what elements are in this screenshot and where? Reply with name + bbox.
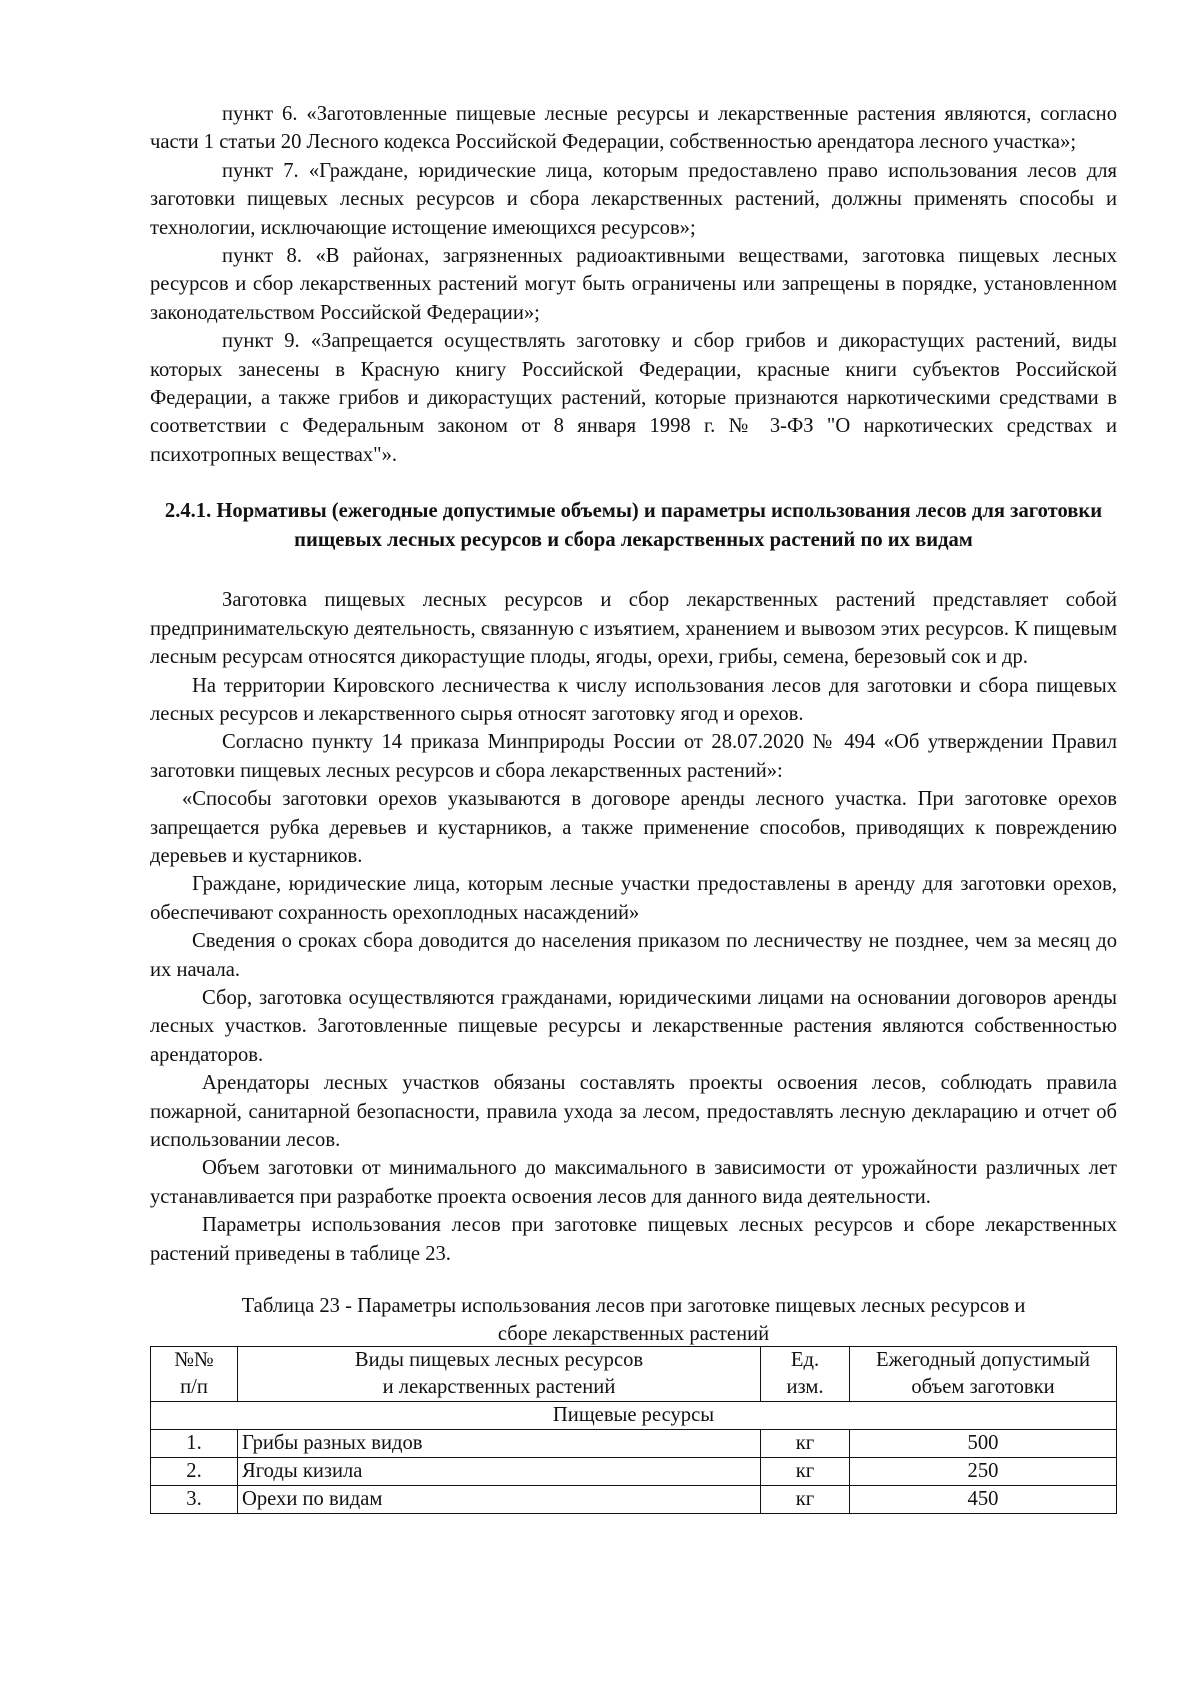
row-number: 3. xyxy=(151,1486,238,1514)
table-header-row xyxy=(151,1347,1117,1402)
row-volume: 250 xyxy=(850,1458,1117,1486)
table-row xyxy=(151,1486,1117,1514)
row-unit: кг xyxy=(761,1458,850,1486)
header-number: №№ п/п xyxy=(151,1347,238,1402)
paragraph-item-8: пункт 8. «В районах, загрязненных радиоактивными веществами, заготовка пищевых лесных ресурсов и сбор лекарственных растений могут быть ограничены или запрещены в порядке, установленном законодательством Российской Федерации»; xyxy=(150,245,1117,324)
header-unit: Ед. изм. xyxy=(761,1347,850,1402)
body-paragraph: Параметры использования лесов при заготовке пищевых лесных ресурсов и сборе лекарственных растений приведены в таблице 23. xyxy=(150,1214,1117,1265)
row-resource-name: Грибы разных видов xyxy=(238,1430,761,1458)
table-row xyxy=(151,1458,1117,1486)
body-paragraph: Граждане, юридические лица, которым лесные участки предоставлены в аренду для заготовки орехов, обеспечивают сохранность орехоплодных насаждений» xyxy=(150,873,1117,924)
body-paragraph: Заготовка пищевых лесных ресурсов и сбор лекарственных растений представляет собой предпринимательскую деятельность, связанную с изъятием, хранением и вывозом этих ресурсов. К пищевым лесным ресурсам относятся дикорастущие плоды, ягоды, орехи, грибы, семена, березовый сок и др. xyxy=(150,589,1117,669)
body-paragraph: Согласно пункту 14 приказа Минприроды России от 28.07.2020 № 494 «Об утверждении Правил заготовки пищевых лесных ресурсов и сбора лекарственных растений»: xyxy=(150,731,1117,782)
body-paragraph: Арендаторы лесных участков обязаны составлять проекты освоения лесов, соблюдать правила пожарной, санитарной безопасности, правила ухода за лесом, предоставлять лесную декларацию и отчет об использовании лесов. xyxy=(150,1072,1117,1151)
body-paragraph: Сведения о сроках сбора доводится до населения приказом по лесничеству не позднее, чем за месяц до их начала. xyxy=(150,930,1117,981)
body-paragraph: Объем заготовки от минимального до максимального в зависимости от урожайности различных лет устанавливается при разработке проекта освоения лесов для данного вида деятельности. xyxy=(150,1157,1117,1208)
row-resource-name: Орехи по видам xyxy=(238,1486,761,1514)
body-paragraph: На территории Кировского лесничества к числу использования лесов для заготовки и сбора пищевых лесных ресурсов и лекарственного сырья относят заготовку ягод и орехов. xyxy=(150,674,1117,725)
paragraph-item-7: пункт 7. «Граждане, юридические лица, которым предоставлено право использования лесов для заготовки пищевых лесных ресурсов и сбора лекарственных растений, должны применять способы и технологии, исключающие истощение имеющихся ресурсов»; xyxy=(150,159,1117,239)
parameters-table xyxy=(150,1346,1117,1514)
row-resource-name: Ягоды кизила xyxy=(238,1458,761,1486)
body-paragraph: «Способы заготовки орехов указываются в договоре аренды лесного участка. При заготовке орехов запрещается рубка деревьев и кустарников, а также применение способов, приводящих к повреждению деревьев и кустарников. xyxy=(150,788,1117,867)
row-unit: кг xyxy=(761,1430,850,1458)
row-volume: 450 xyxy=(850,1486,1117,1514)
paragraph-item-9: пункт 9. «Запрещается осуществлять заготовку и сбор грибов и дикорастущих растений, виды которых занесены в Красную книгу Российской Федерации, красные книги субъектов Российской Федерации, а также грибов и дикорастущих растений, которые признаются наркотическими средствами в соответствии с Федеральным законом от 8 января 1998 г. № 3-ФЗ "О наркотических средствах и психотропных веществах"». xyxy=(150,330,1117,466)
header-resource-type: Виды пищевых лесных ресурсов и лекарственных растений xyxy=(238,1347,761,1402)
row-number: 1. xyxy=(151,1430,238,1458)
header-annual-volume: Ежегодный допустимый объем заготовки xyxy=(850,1347,1117,1402)
table-group-row xyxy=(151,1402,1117,1430)
group-label: Пищевые ресурсы xyxy=(151,1402,1117,1430)
paragraph-item-6: пункт 6. «Заготовленные пищевые лесные ресурсы и лекарственные растения являются, согласно части 1 статьи 20 Лесного кодекса Российской Федерации, собственностью арендатора лесного участка»; xyxy=(150,103,1117,154)
table-row xyxy=(151,1430,1117,1458)
section-heading: 2.4.1. Нормативы (ежегодные допустимые объемы) и параметры использования лесов для заготовки пищевых лесных ресурсов и сбора лекарственных растений по их видам xyxy=(164,500,1103,552)
spacer xyxy=(150,555,1117,586)
table-caption: Таблица 23 - Параметры использования лесов при заготовке пищевых лесных ресурсов и сборе лекарственных растений xyxy=(241,1295,1026,1346)
document-page xyxy=(150,100,1117,1514)
row-unit: кг xyxy=(761,1486,850,1514)
body-paragraph: Сбор, заготовка осуществляются гражданами, юридическими лицами на основании договоров аренды лесных участков. Заготовленные пищевые ресурсы и лекарственные растения являются собственностью арендаторов. xyxy=(150,986,1117,1066)
row-number: 2. xyxy=(151,1458,238,1486)
row-volume: 500 xyxy=(850,1430,1117,1458)
